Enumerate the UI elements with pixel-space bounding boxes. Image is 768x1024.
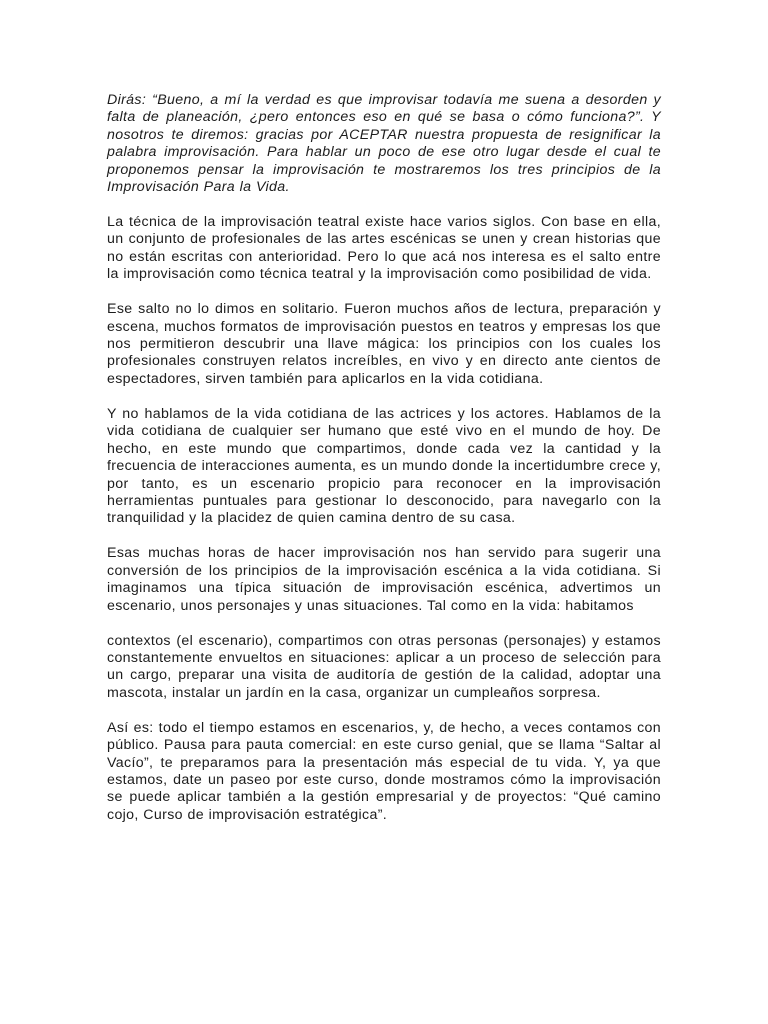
document-page xyxy=(107,92,661,824)
body-paragraph: Esas muchas horas de hacer improvisación nos han servido para sugerir una conversión de los principios de la improvisación escénica a la vida cotidiana. Si imaginamos una típica situación de improvisación escénica, advertimos un escenario, unos personajes y unas situaciones. Tal como en la vida: habitamos xyxy=(107,545,661,614)
body-paragraph: La técnica de la improvisación teatral existe hace varios siglos. Con base en ella, un conjunto de profesionales de las artes escénicas se unen y crean historias que no están escritas con anterioridad. Pero lo que acá nos interesa es el salto entre la improvisación como técnica teatral y la improvisación como posibilidad de vida. xyxy=(107,214,661,283)
body-paragraph: Así es: todo el tiempo estamos en escenarios, y, de hecho, a veces contamos con público. Pausa para pauta comercial: en este curso genial, que se llama “Saltar al Vacío”, te preparamos para la presentación más especial de tu vida. Y, ya que estamos, date un paseo por este curso, donde mostramos cómo la improvisación se puede aplicar también a la gestión empresarial y de proyectos: “Qué camino cojo, Curso de improvisación estratégica”. xyxy=(107,719,661,823)
intro-paragraph: Dirás: “Bueno, a mí la verdad es que improvisar todavía me suena a desorden y falta de planeación, ¿pero entonces eso en qué se basa o cómo funciona?”. Y nosotros te diremos: gracias por ACEPTAR nuestra propuesta de resignificar la palabra improvisación. Para hablar un poco de ese otro lugar desde el cual te proponemos pensar la improvisación te mostraremos los tres principios de la Improvisación Para la Vida. xyxy=(107,92,661,196)
body-paragraph: Ese salto no lo dimos en solitario. Fueron muchos años de lectura, preparación y escena, muchos formatos de improvisación puestos en teatros y empresas los que nos permitieron descubrir una llave mágica: los principios con los cuales los profesionales construyen relatos increíbles, en vivo y en directo ante cientos de espectadores, sirven también para aplicarlos en la vida cotidiana. xyxy=(107,301,661,387)
body-paragraph: Y no hablamos de la vida cotidiana de las actrices y los actores. Hablamos de la vida cotidiana de cualquier ser humano que esté vivo en el mundo de hoy. De hecho, en este mundo que compartimos, donde cada vez la cantidad y la frecuencia de interacciones aumenta, es un mundo donde la incertidumbre crece y, por tanto, es un escenario propicio para reconocer en la improvisación herramientas puntuales para gestionar lo desconocido, para navegarlo con la tranquilidad y la placidez de quien camina dentro de su casa. xyxy=(107,405,661,527)
body-paragraph: contextos (el escenario), compartimos con otras personas (personajes) y estamos constantemente envueltos en situaciones: aplicar a un proceso de selección para un cargo, preparar una visita de auditoría de gestión de la calidad, adoptar una mascota, instalar un jardín en la casa, organizar un cumpleaños sorpresa. xyxy=(107,632,661,701)
